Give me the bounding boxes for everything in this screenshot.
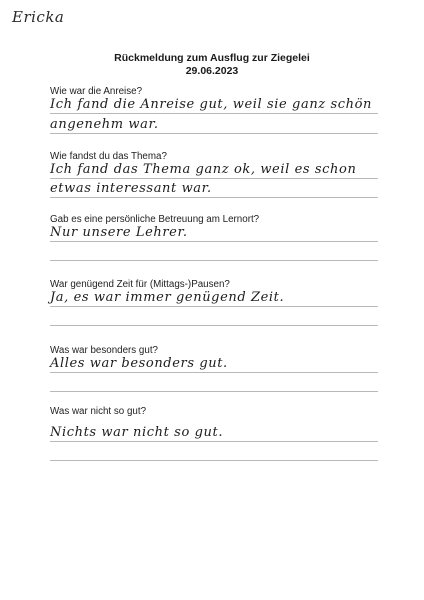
answer-rule — [50, 325, 378, 326]
answer-worst: Nichts war nicht so gut. — [50, 425, 224, 440]
answer-rule — [50, 113, 378, 114]
question-supervision: Gab es eine persönliche Betreuung am Lernort? — [50, 214, 260, 225]
answer-rule — [50, 178, 378, 179]
answer-rule — [50, 197, 378, 198]
answer-rule — [50, 241, 378, 242]
answer-topic-line-1: Ich fand das Thema ganz ok, weil es schon — [50, 162, 357, 177]
question-breaks: War genügend Zeit für (Mittags-)Pausen? — [50, 279, 230, 290]
answer-topic-line-2: etwas interessant war. — [50, 181, 212, 196]
answer-rule — [50, 306, 378, 307]
form-date: 29.06.2023 — [185, 65, 239, 77]
question-worst: Was war nicht so gut? — [50, 406, 147, 417]
answer-rule — [50, 441, 378, 442]
answer-rule — [50, 391, 378, 392]
answer-arrival-line-1: Ich fand die Anreise gut, weil sie ganz schön — [50, 97, 372, 112]
answer-rule — [50, 260, 378, 261]
answer-rule — [50, 460, 378, 461]
question-topic: Wie fandst du das Thema? — [50, 151, 167, 162]
form-title: Rückmeldung zum Ausflug zur Ziegelei — [114, 52, 310, 64]
answer-rule — [50, 372, 378, 373]
answer-supervision: Nur unsere Lehrer. — [50, 225, 188, 240]
question-arrival: Wie war die Anreise? — [50, 86, 143, 97]
answer-breaks: Ja, es war immer genügend Zeit. — [50, 290, 285, 305]
answer-arrival-line-2: angenehm war. — [50, 117, 159, 132]
answer-rule — [50, 133, 378, 134]
answer-best: Alles war besonders gut. — [50, 356, 228, 371]
question-best: Was war besonders gut? — [50, 345, 159, 356]
student-name: Ericka — [12, 8, 65, 26]
